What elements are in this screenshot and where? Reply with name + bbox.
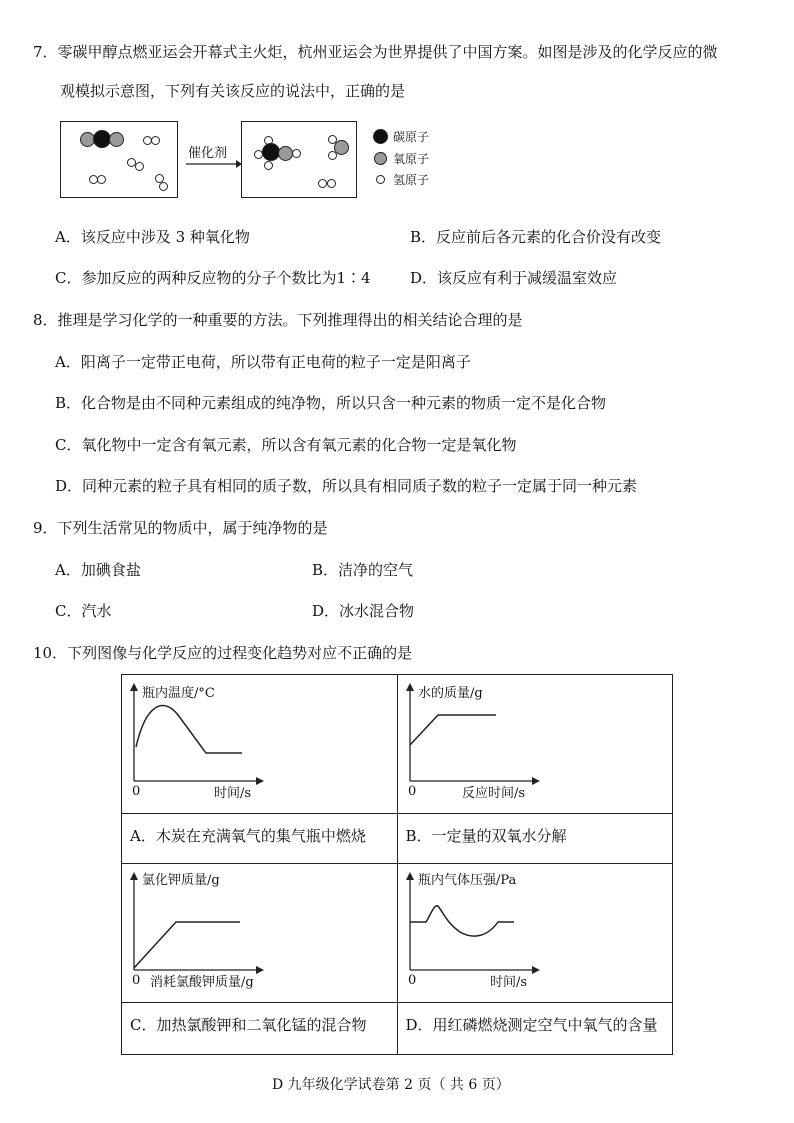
- q9-option-a[interactable]: A．加碘食盐: [55, 561, 141, 579]
- q8-option-d[interactable]: D．同种元素的粒子具有相同的质子数，所以具有相同质子数的粒子一定属于同一种元素: [55, 477, 638, 495]
- graph-a-xlabel: 时间/s: [214, 786, 252, 801]
- hydrogen-legend-icon: [376, 175, 385, 184]
- graph-a-ylabel: 瓶内温度/°C: [142, 686, 215, 701]
- q8-option-b[interactable]: B．化合物是由不同种元素组成的纯净物，所以只含一种元素的物质一定不是化合物: [55, 394, 607, 412]
- graph-b-origin: 0: [407, 784, 416, 799]
- graph-d-caption: D．用红磷燃烧测定空气中氧气的含量: [405, 1016, 658, 1034]
- graph-a-caption: A．木炭在充满氧气的集气瓶中燃烧: [130, 827, 366, 845]
- graph-b-cell: [397, 675, 673, 814]
- hydrogen-atom: [264, 161, 273, 170]
- catalyst-label: 催化剂: [188, 146, 228, 161]
- graph-c-cell: [122, 864, 398, 1003]
- q9-stem: 9．下列生活常见的物质中，属于纯净物的是: [33, 519, 328, 537]
- graph-d-ylabel: 瓶内气体压强/Pa: [417, 873, 516, 888]
- reaction-arrow: [184, 158, 242, 170]
- graph-d-origin: 0: [407, 973, 416, 988]
- hydrogen-atom: [292, 149, 301, 158]
- q10-stem: 10．下列图像与化学反应的过程变化趋势对应不正确的是: [33, 644, 413, 662]
- graph-b: [398, 675, 680, 809]
- graph-d-cell: [397, 864, 673, 1003]
- hydrogen-atom: [135, 162, 144, 171]
- graph-c-xlabel: 消耗氯酸钾质量/g: [150, 975, 254, 990]
- graph-c: [122, 864, 388, 998]
- graph-c-caption: C．加热氯酸钾和二氧化锰的混合物: [130, 1016, 367, 1034]
- graph-d-caption-cell: [397, 1003, 673, 1055]
- graph-d: [398, 864, 680, 998]
- oxygen-atom: [109, 132, 124, 147]
- graph-d-xlabel: 时间/s: [489, 975, 527, 990]
- carbon-legend-label: 碳原子: [393, 130, 430, 144]
- oxygen-legend-label: 氧原子: [393, 152, 430, 166]
- hydrogen-atom: [151, 136, 160, 145]
- graph-b-xlabel: 反应时间/s: [461, 786, 525, 801]
- q8-option-c[interactable]: C．氧化物中一定含有氧元素，所以含有氧元素的化合物一定是氧化物: [55, 436, 517, 454]
- q7-stem-line1: 7．零碳甲醇点燃亚运会开幕式主火炬，杭州亚运会为世界提供了中国方案。如图是涉及的化学反应的微: [33, 43, 718, 61]
- graph-b-caption-cell: [397, 814, 673, 864]
- hydrogen-atom: [97, 175, 106, 184]
- carbon-legend-icon: [373, 129, 388, 144]
- graph-a-origin: 0: [132, 784, 141, 799]
- hydrogen-atom: [318, 179, 327, 188]
- hydrogen-atom: [159, 182, 168, 191]
- q9-option-c[interactable]: C．汽水: [55, 602, 112, 620]
- graph-b-ylabel: 水的质量/g: [417, 686, 483, 701]
- oxygen-atom: [278, 146, 293, 161]
- graph-b-caption: B．一定量的双氧水分解: [405, 827, 567, 845]
- graph-a-caption-cell: [122, 814, 398, 864]
- graph-c-ylabel: 氯化钾质量/g: [142, 873, 220, 888]
- hydrogen-atom: [327, 179, 336, 188]
- page-footer: D 九年级化学试卷第 2 页（ 共 6 页）: [272, 1077, 510, 1093]
- q10-graph-table: [121, 674, 673, 1055]
- q7-option-b[interactable]: B．反应前后各元素的化合价没有改变: [410, 228, 662, 246]
- q8-option-a[interactable]: A．阳离子一定带正电荷，所以带有正电荷的粒子一定是阳离子: [55, 353, 471, 371]
- q7-stem-line2: 观模拟示意图，下列有关该反应的说法中，正确的是: [60, 82, 406, 100]
- reactants-box: [60, 121, 178, 198]
- graph-a-cell: [122, 675, 398, 814]
- q9-option-d[interactable]: D．冰水混合物: [312, 602, 415, 620]
- hydrogen-legend-label: 氢原子: [393, 173, 430, 187]
- q7-option-c[interactable]: C．参加反应的两种反应物的分子个数比为1∶4: [55, 269, 371, 287]
- oxygen-legend-icon: [374, 152, 387, 165]
- q9-option-b[interactable]: B．洁净的空气: [312, 561, 414, 579]
- q7-option-a[interactable]: A．该反应中涉及 3 种氧化物: [55, 228, 250, 246]
- q7-option-d[interactable]: D．该反应有利于减缓温室效应: [410, 269, 618, 287]
- q8-stem: 8．推理是学习化学的一种重要的方法。下列推理得出的相关结论合理的是: [33, 311, 523, 329]
- graph-c-caption-cell: [122, 1003, 398, 1055]
- products-box: [241, 121, 357, 198]
- hydrogen-atom: [328, 151, 337, 160]
- graph-c-origin: 0: [132, 973, 141, 988]
- graph-a: [122, 675, 388, 809]
